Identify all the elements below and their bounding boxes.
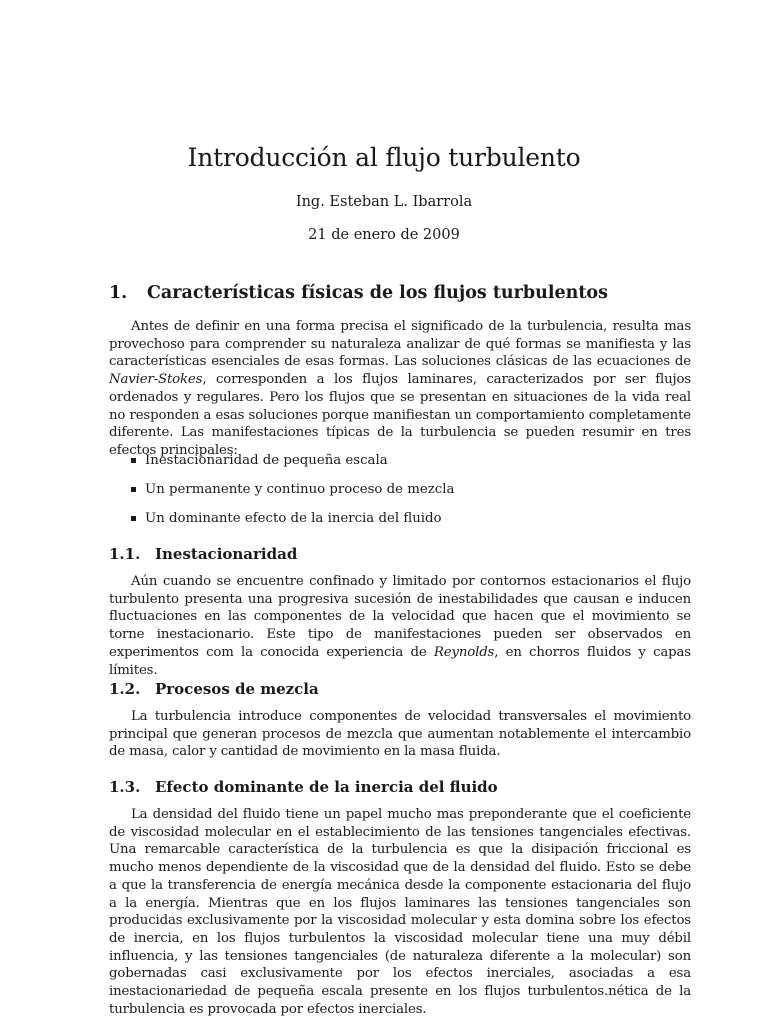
subsection-1-3-title: Efecto dominante de la inercia del fluido	[155, 778, 498, 796]
list-item	[131, 452, 691, 481]
section-1-number: 1.	[109, 283, 128, 303]
subsection-1-1-paragraph-emphasis: Reynolds	[433, 644, 495, 660]
section-1-paragraph-text-b: , corresponden a los flujos laminares, caracterizados por ser flujos ordenados y regulares. Pero los flujos que se presentan en situaciones de la vida real no responden a esas soluciones porque manifiestan un comportamiento completamente diferente. Las manifestaciones típicas de la turbulencia se pueden resumir en tres efectos principales:	[109, 372, 691, 458]
subsection-1-1-title: Inestacionaridad	[155, 545, 298, 563]
section-1-paragraph	[109, 318, 691, 460]
list-item	[131, 510, 691, 539]
subsection-1-1-paragraph-text-b: , en chorros fluidos y capas límites.	[109, 644, 691, 678]
subsection-1-2-paragraph: La turbulencia introduce componentes de velocidad transversales el movimiento principal que generan procesos de mezcla que aumentan notablemente el intercambio de masa, calor y cantidad de movimiento en la masa fluida.	[109, 709, 691, 760]
list-item	[131, 481, 691, 510]
subsection-1-1-number: 1.1.	[109, 545, 141, 563]
subsection-1-3-paragraph: La densidad del fluido tiene un papel mucho mas preponderante que el coeficiente de viscosidad molecular en el establecimiento de las tensiones tangenciales efectivas. Una remarcable característica de la turbulencia es que la disipación friccional es mucho menos dependiente de la viscosidad que de la densidad del fluido. Esto se debe a que la transferencia de energía mecánica desde la componente estacionaria del flujo a la energía. Mientras que en los flujos laminares las tensiones tangenciales son producidas exclusivamente por la viscosidad molecular y esta domina sobre los efectos de inercia, en los flujos turbulentos la viscosidad molecular tiene una muy débil influencia, y las tensiones tangenciales (de naturaleza diferente a la molecular) son gobernadas casi exclusivamente por los efectos inerciales, asociadas a esa inestacionariedad de pequeña escala presente en los flujos turbulentos.nética de la turbulencia es provocada por efectos inerciales.	[109, 807, 691, 1017]
section-1-heading	[109, 283, 608, 303]
document-author: Ing. Esteban L. Ibarrola	[295, 194, 473, 210]
bullet-square-icon	[131, 487, 136, 492]
document-title: Introducción al flujo turbulento	[187, 143, 581, 172]
list-item-text: Inestacionaridad de pequeña escala	[145, 453, 388, 468]
bullet-square-icon	[131, 516, 136, 521]
subsection-1-3-heading	[109, 778, 498, 796]
list-item-text: Un permanente y continuo proceso de mezcla	[145, 482, 455, 497]
document-date: 21 de enero de 2009	[308, 227, 460, 243]
bullet-square-icon	[131, 458, 136, 463]
list-item-text: Un dominante efecto de la inercia del fluido	[145, 511, 442, 526]
subsection-1-1-paragraph	[109, 573, 691, 679]
subsection-1-2-number: 1.2.	[109, 680, 141, 698]
subsection-1-2-title: Procesos de mezcla	[155, 680, 319, 698]
section-1-paragraph-text-a: Antes de definir en una forma precisa el significado de la turbulencia, resulta mas provechoso para comprender su naturaleza analizar de qué formas se manifiesta y las características esenciales de esas formas. Las soluciones clásicas de las ecuaciones de	[109, 319, 691, 370]
section-1-paragraph-emphasis: Navier-Stokes	[109, 372, 203, 388]
subsection-1-1-paragraph-text-a: Aún cuando se encuentre confinado y limitado por contornos estacionarios el flujo turbulento presenta una progresiva sucesión de inestabilidades que causan e inducen fluctuaciones en las componentes de la velocidad que hacen que el movimiento se torne inestacionario. Este tipo de manifestaciones pueden ser observados en experimentos com la conocida experiencia de	[109, 574, 691, 660]
effects-list	[131, 452, 691, 539]
subsection-1-2-heading	[109, 680, 319, 698]
subsection-1-3-number: 1.3.	[109, 778, 141, 796]
section-1-title: Características físicas de los flujos turbulentos	[147, 283, 608, 303]
subsection-1-1-heading	[109, 545, 297, 563]
